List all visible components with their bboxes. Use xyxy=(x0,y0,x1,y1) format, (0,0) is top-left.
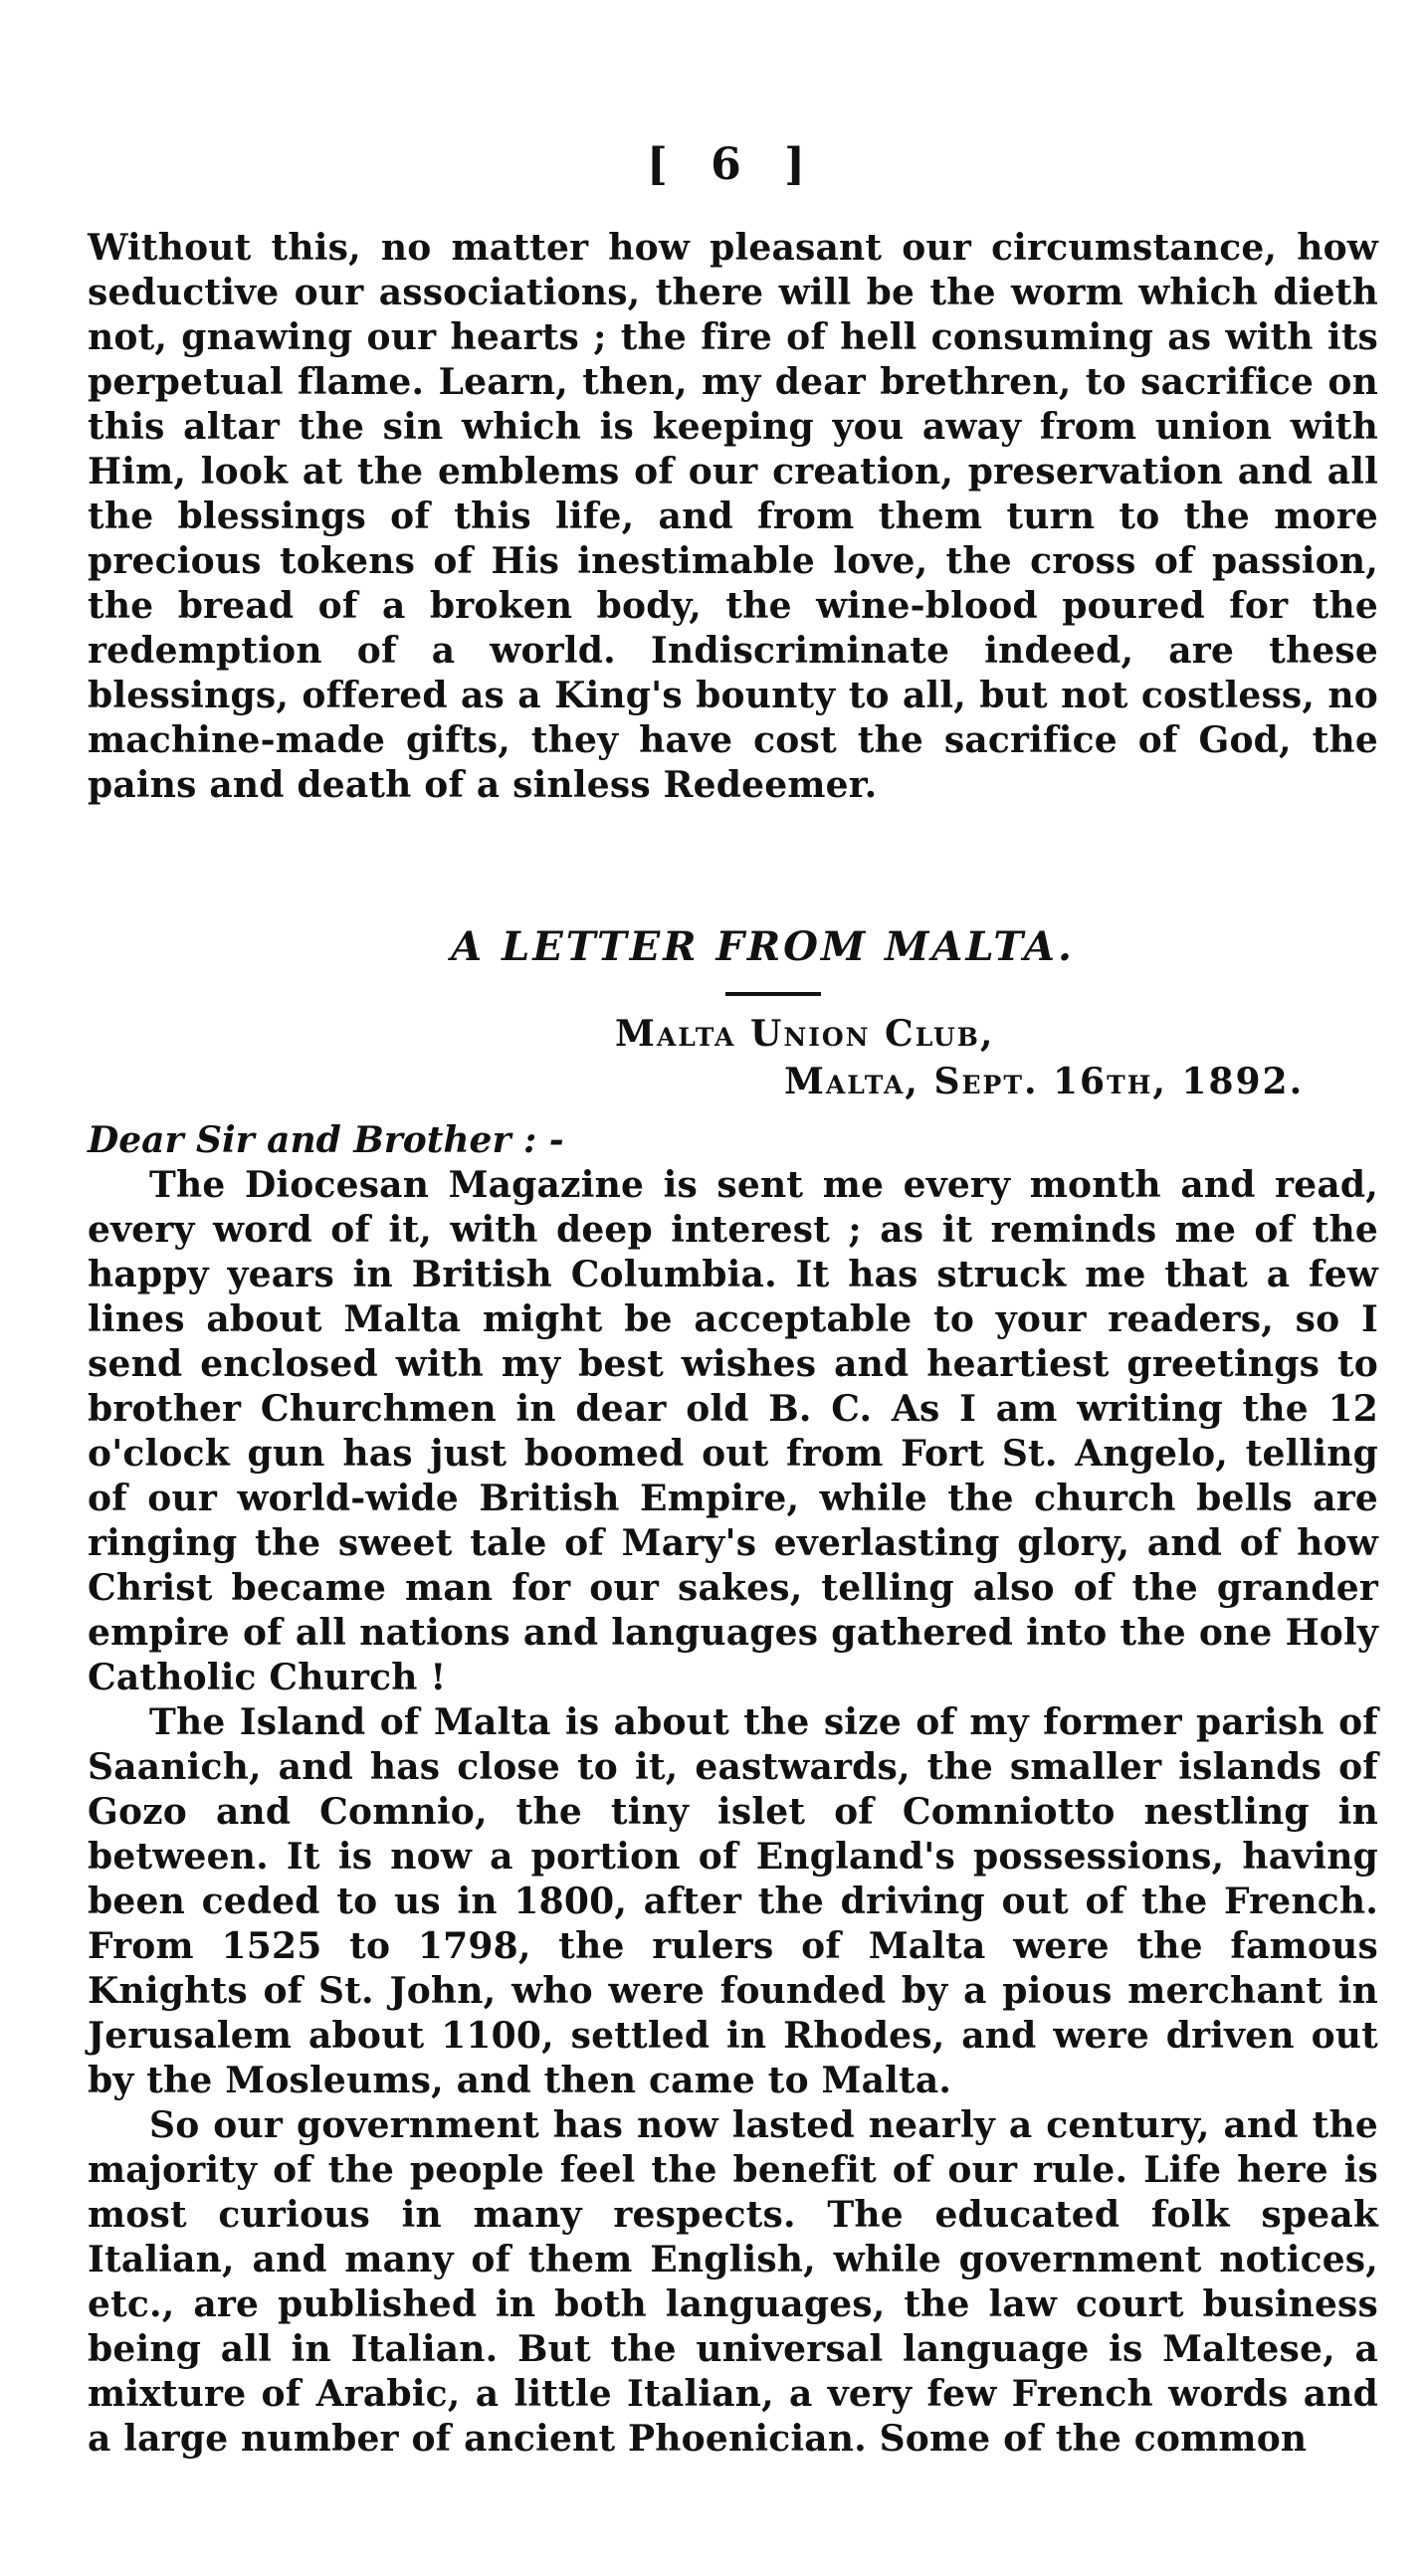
article-title: A LETTER FROM MALTA. xyxy=(451,923,1075,970)
letter-paragraph-1: The Diocesan Magazine is sent me every month and read, every word of it, with deep interest ; as it reminds me of the happy years in British Columbia. It has struck me that a few lines about Malta might be acceptable to your readers, so I send enclosed with my best wishes and heartiest greetings to brother Churchmen in dear old B. C. As I am writing the 12 o'clock gun has just boomed out from Fort St. Angelo, telling of our world-wide British Empire, while the church bells are ringing the sweet tale of Mary's everlasting glory, and of how Christ became man for our sakes, telling also of the grander empire of all nations and languages gathered into the one Holy Catholic Church ! xyxy=(88,1164,1378,1698)
letter-salutation: Dear Sir and Brother : - xyxy=(88,1119,564,1161)
intro-paragraph: Without this, no matter how pleasant our circumstance, how seductive our associations, there will be the worm which dieth not, gnawing our hearts ; the fire of hell consuming as with its perpetual flame. Learn, then, my dear brethren, to sacrifice on this altar the sin which is keeping you away from union with Him, look at the emblems of our creation, preservation and all the blessings of this life, and from them turn to the more precious tokens of His inestimable love, the cross of passion, the bread of a broken body, the wine-blood poured for the redemption of a world. Indiscriminate indeed, are these blessings, offered as a King's bounty to all, but not costless, no machine-made gifts, they have cost the sacrifice of God, the pains and death of a sinless Redeemer. xyxy=(88,227,1378,806)
letter-paragraph-3: So our government has now lasted nearly a century, and the majority of the people feel the benefit of our rule. Life here is most curious in many respects. The educated folk speak Italian, and many of them English, while government notices, etc., are published in both languages, the law court business being all in Italian. But the universal language is Maltese, a mixture of Arabic, a little Italian, a very few French words and a large number of ancient Phoenician. Some of the common xyxy=(88,2104,1378,2460)
page-number: [ 6 ] xyxy=(647,139,819,190)
sender-address-line2: Malta, Sept. 16th, 1892. xyxy=(784,1061,1305,1102)
sender-address-line1: Malta Union Club, xyxy=(615,1013,995,1055)
letter-paragraph-2: The Island of Malta is about the size of my former parish of Saanich, and has close to it, eastwards, the smaller islands of Gozo and Comnio, the tiny islet of Comniotto nestling in between. It is now a portion of England's possessions, having been ceded to us in 1800, after the driving out of the French. From 1525 to 1798, the rulers of Malta were the famous Knights of St. John, who were founded by a pious merchant in Jerusalem about 1100, settled in Rhodes, and were driven out by the Mosleums, and then came to Malta. xyxy=(88,1701,1378,2101)
title-divider xyxy=(725,992,821,996)
document-page xyxy=(88,139,1378,2462)
